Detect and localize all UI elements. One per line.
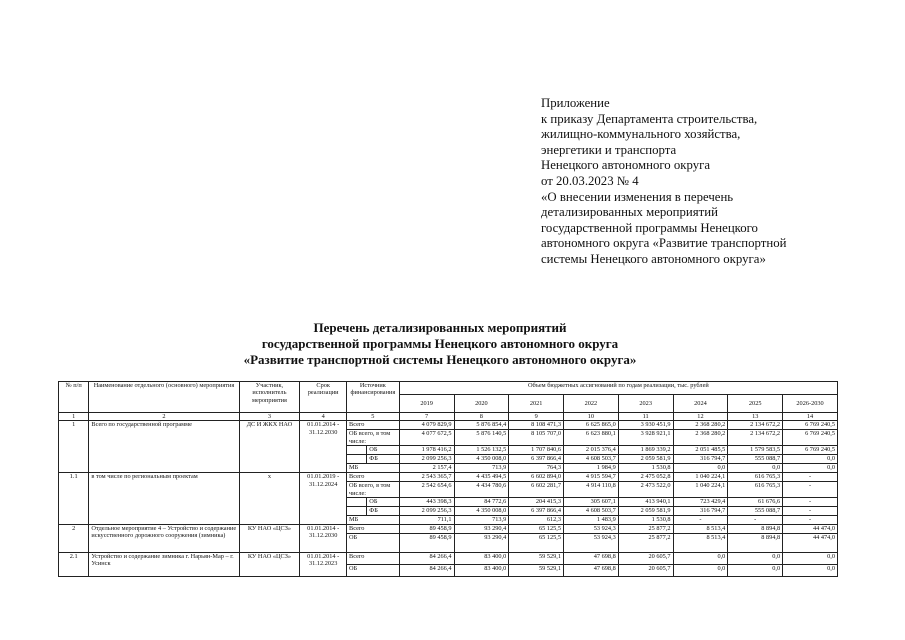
amount-cell: 6 769 240,5 bbox=[783, 446, 838, 455]
amount-cell: 4 350 008,0 bbox=[454, 455, 509, 464]
amount-cell: 0,0 bbox=[783, 464, 838, 473]
header-volume: Объем бюджетных ассигнований по годам реализации, тыс. рублей bbox=[399, 382, 837, 395]
source-label: ФБ bbox=[367, 507, 399, 516]
year-header: 2025 bbox=[728, 395, 783, 413]
appendix-line: детализированных мероприятий bbox=[541, 205, 718, 220]
amount-cell: 316 794,7 bbox=[673, 455, 728, 464]
amount-cell: 8 105 707,0 bbox=[509, 430, 564, 446]
appendix-line: государственной программы Ненецкого bbox=[541, 220, 758, 235]
column-number: 8 bbox=[454, 413, 509, 421]
amount-cell: 61 676,6 bbox=[728, 498, 783, 507]
year-header: 2019 bbox=[399, 395, 454, 413]
amount-cell: 8 108 471,3 bbox=[509, 421, 564, 430]
amount-cell: 0,0 bbox=[783, 455, 838, 464]
amount-cell: 1 040 224,1 bbox=[673, 473, 728, 482]
column-number: 10 bbox=[564, 413, 619, 421]
appendix-block bbox=[541, 96, 881, 268]
executor-cell: КУ НАО «ЦСЗ» bbox=[239, 525, 300, 553]
amount-cell: 0,0 bbox=[728, 565, 783, 577]
amount-cell: 93 290,4 bbox=[454, 525, 509, 534]
source-label: ОБ bbox=[347, 534, 400, 553]
source-indent bbox=[347, 507, 367, 516]
amount-cell: 84 772,6 bbox=[454, 498, 509, 507]
column-number: 13 bbox=[728, 413, 783, 421]
amount-cell: 1 579 583,5 bbox=[728, 446, 783, 455]
amount-cell: 6 602 894,0 bbox=[509, 473, 564, 482]
amount-cell: 316 794,7 bbox=[673, 507, 728, 516]
source-label: МБ bbox=[347, 516, 400, 525]
amount-cell: 6 623 880,1 bbox=[564, 430, 619, 446]
term-cell: 01.01.2014 - 31.12.2030 bbox=[300, 525, 347, 553]
amount-cell: 53 924,3 bbox=[564, 534, 619, 553]
amount-cell: 1 984,9 bbox=[564, 464, 619, 473]
column-number: 12 bbox=[673, 413, 728, 421]
source-label: МБ bbox=[347, 464, 400, 473]
year-header: 2021 bbox=[509, 395, 564, 413]
amount-cell: 25 877,2 bbox=[618, 525, 673, 534]
amount-cell: - bbox=[783, 482, 838, 498]
amount-cell: 6 397 866,4 bbox=[509, 455, 564, 464]
source-label: ФБ bbox=[367, 455, 399, 464]
header-executor: Участник, исполнитель мероприятия bbox=[239, 382, 300, 413]
amount-cell: 8 894,8 bbox=[728, 534, 783, 553]
amount-cell: - bbox=[783, 507, 838, 516]
amount-cell: 1 869 339,2 bbox=[618, 446, 673, 455]
title-line: Перечень детализированных мероприятий bbox=[313, 320, 567, 335]
amount-cell: 764,3 bbox=[509, 464, 564, 473]
amount-cell: 616 765,3 bbox=[728, 473, 783, 482]
appendix-line: автономного округа «Развитие транспортной bbox=[541, 236, 787, 251]
amount-cell: 711,1 bbox=[399, 516, 454, 525]
amount-cell: 2 157,4 bbox=[399, 464, 454, 473]
amount-cell: 6 625 865,0 bbox=[564, 421, 619, 430]
amount-cell: 612,3 bbox=[509, 516, 564, 525]
amount-cell: 3 928 921,1 bbox=[618, 430, 673, 446]
amount-cell: 1 530,8 bbox=[618, 516, 673, 525]
amount-cell: 65 125,5 bbox=[509, 525, 564, 534]
amount-cell: 4 434 780,6 bbox=[454, 482, 509, 498]
amount-cell: 2 059 581,9 bbox=[618, 507, 673, 516]
title-line: государственной программы Ненецкого автономного округа bbox=[261, 336, 619, 351]
appendix-line: Приложение bbox=[541, 96, 610, 110]
source-label: Всего bbox=[347, 473, 400, 482]
year-header: 2023 bbox=[618, 395, 673, 413]
column-number: 2 bbox=[89, 413, 239, 421]
amount-cell: 2 099 256,3 bbox=[399, 507, 454, 516]
measures-table bbox=[58, 381, 838, 577]
amount-cell: 555 088,7 bbox=[728, 507, 783, 516]
column-number: 7 bbox=[399, 413, 454, 421]
table-row bbox=[59, 525, 838, 534]
amount-cell: 89 458,9 bbox=[399, 534, 454, 553]
amount-cell: 6 769 240,5 bbox=[783, 430, 838, 446]
appendix-line: Ненецкого автономного округа bbox=[541, 158, 711, 173]
amount-cell: 713,9 bbox=[454, 464, 509, 473]
appendix-line: энергетики и транспорта bbox=[541, 142, 677, 157]
row-number: 2.1 bbox=[59, 553, 89, 577]
amount-cell: - bbox=[783, 516, 838, 525]
amount-cell: - bbox=[783, 498, 838, 507]
executor-cell: ДС И ЖКХ НАО bbox=[239, 421, 300, 473]
amount-cell: 1 526 132,5 bbox=[454, 446, 509, 455]
appendix-line: от 20.03.2023 № 4 bbox=[541, 173, 639, 188]
amount-cell: 6 602 281,7 bbox=[509, 482, 564, 498]
amount-cell: - bbox=[673, 516, 728, 525]
appendix-line: к приказу Департамента строительства, bbox=[541, 111, 758, 126]
amount-cell: 0,0 bbox=[673, 565, 728, 577]
year-header: 2024 bbox=[673, 395, 728, 413]
term-cell: 01.01.2014 - 31.12.2030 bbox=[300, 421, 347, 473]
amount-cell: 89 458,9 bbox=[399, 525, 454, 534]
source-label: ОБ bbox=[367, 446, 399, 455]
amount-cell: 555 088,7 bbox=[728, 455, 783, 464]
amount-cell: 0,0 bbox=[673, 553, 728, 565]
table-row bbox=[59, 553, 838, 565]
amount-cell: 2 051 485,5 bbox=[673, 446, 728, 455]
amount-cell: 2 368 280,2 bbox=[673, 421, 728, 430]
amount-cell: 25 877,2 bbox=[618, 534, 673, 553]
appendix-line: «О внесении изменения в перечень bbox=[541, 189, 734, 204]
table-body bbox=[59, 421, 838, 577]
column-number: 9 bbox=[509, 413, 564, 421]
amount-cell: 53 924,3 bbox=[564, 525, 619, 534]
column-number: 1 bbox=[59, 413, 89, 421]
amount-cell: 4 608 503,7 bbox=[564, 507, 619, 516]
term-cell: 01.01.2014 - 31.12.2023 bbox=[300, 553, 347, 577]
amount-cell: 5 876 854,4 bbox=[454, 421, 509, 430]
column-numbers-row bbox=[59, 413, 838, 421]
source-label: Всего bbox=[347, 421, 400, 430]
amount-cell: 0,0 bbox=[783, 565, 838, 577]
appendix-line: жилищно-коммунального хозяйства, bbox=[541, 127, 741, 142]
amount-cell: 1 040 224,1 bbox=[673, 482, 728, 498]
amount-cell: 84 266,4 bbox=[399, 553, 454, 565]
amount-cell: 443 398,3 bbox=[399, 498, 454, 507]
amount-cell: 20 605,7 bbox=[618, 565, 673, 577]
amount-cell: 4 079 829,9 bbox=[399, 421, 454, 430]
measure-name: в том числе по региональным проектам bbox=[89, 473, 239, 525]
amount-cell: 65 125,5 bbox=[509, 534, 564, 553]
column-number: 4 bbox=[300, 413, 347, 421]
source-label: Всего bbox=[347, 525, 400, 534]
amount-cell: 59 529,1 bbox=[509, 553, 564, 565]
amount-cell: 2 543 365,7 bbox=[399, 473, 454, 482]
title-line: «Развитие транспортной системы Ненецкого автономного округа» bbox=[243, 352, 637, 367]
term-cell: 01.01.2019 - 31.12.2024 bbox=[300, 473, 347, 525]
source-indent bbox=[347, 446, 367, 455]
source-label: ОБ всего, в том числе: bbox=[347, 430, 400, 446]
amount-cell: 6 397 866,4 bbox=[509, 507, 564, 516]
header-term: Срок реализации bbox=[300, 382, 347, 413]
amount-cell: - bbox=[728, 516, 783, 525]
header-num: № п/п bbox=[59, 382, 89, 413]
amount-cell: 2 542 654,6 bbox=[399, 482, 454, 498]
amount-cell: 0,0 bbox=[728, 464, 783, 473]
source-label: Всего bbox=[347, 553, 400, 565]
amount-cell: 4 608 503,7 bbox=[564, 455, 619, 464]
amount-cell: 2 368 280,2 bbox=[673, 430, 728, 446]
year-header: 2026-2030 bbox=[783, 395, 838, 413]
amount-cell: 59 529,1 bbox=[509, 565, 564, 577]
amount-cell: 0,0 bbox=[728, 553, 783, 565]
appendix-line: системы Ненецкого автономного округа» bbox=[541, 251, 766, 266]
table-row bbox=[59, 473, 838, 482]
amount-cell: 2 473 522,0 bbox=[618, 482, 673, 498]
amount-cell: 47 698,8 bbox=[564, 565, 619, 577]
amount-cell: 44 474,0 bbox=[783, 525, 838, 534]
amount-cell: 1 978 416,2 bbox=[399, 446, 454, 455]
measure-name: Отдельное мероприятие 4 – Устройство и содержание искусственного дорожного сооружения (зимника) bbox=[89, 525, 239, 553]
column-number: 5 bbox=[347, 413, 400, 421]
row-number: 1 bbox=[59, 421, 89, 473]
amount-cell: 8 894,8 bbox=[728, 525, 783, 534]
amount-cell: 2 099 256,3 bbox=[399, 455, 454, 464]
column-number: 11 bbox=[618, 413, 673, 421]
amount-cell: 2 134 672,2 bbox=[728, 421, 783, 430]
amount-cell: 83 400,0 bbox=[454, 565, 509, 577]
amount-cell: 4 350 008,0 bbox=[454, 507, 509, 516]
amount-cell: 413 940,1 bbox=[618, 498, 673, 507]
amount-cell: 4 435 494,5 bbox=[454, 473, 509, 482]
row-number: 2 bbox=[59, 525, 89, 553]
amount-cell: 723 429,4 bbox=[673, 498, 728, 507]
amount-cell: 5 876 140,5 bbox=[454, 430, 509, 446]
amount-cell: 0,0 bbox=[783, 553, 838, 565]
amount-cell: 44 474,0 bbox=[783, 534, 838, 553]
source-indent bbox=[347, 455, 367, 464]
amount-cell: 93 290,4 bbox=[454, 534, 509, 553]
amount-cell: 8 513,4 bbox=[673, 534, 728, 553]
amount-cell: 1 530,8 bbox=[618, 464, 673, 473]
amount-cell: 305 607,1 bbox=[564, 498, 619, 507]
amount-cell: 2 134 672,2 bbox=[728, 430, 783, 446]
amount-cell: 8 513,4 bbox=[673, 525, 728, 534]
table-row bbox=[59, 421, 838, 430]
amount-cell: - bbox=[783, 473, 838, 482]
column-number: 14 bbox=[783, 413, 838, 421]
amount-cell: 3 930 451,9 bbox=[618, 421, 673, 430]
row-number: 1.1 bbox=[59, 473, 89, 525]
amount-cell: 4 914 110,8 bbox=[564, 482, 619, 498]
amount-cell: 20 605,7 bbox=[618, 553, 673, 565]
executor-cell: х bbox=[239, 473, 300, 525]
amount-cell: 1 483,9 bbox=[564, 516, 619, 525]
amount-cell: 713,9 bbox=[454, 516, 509, 525]
amount-cell: 47 698,8 bbox=[564, 553, 619, 565]
amount-cell: 2 475 052,8 bbox=[618, 473, 673, 482]
source-label: ОБ всего, в том числе: bbox=[347, 482, 400, 498]
measure-name: Устройство и содержание зимника г. Нарьян-Мар – г. Усинск bbox=[89, 553, 239, 577]
year-header: 2022 bbox=[564, 395, 619, 413]
document-title bbox=[200, 320, 680, 368]
amount-cell: 1 707 840,6 bbox=[509, 446, 564, 455]
amount-cell: 6 769 240,5 bbox=[783, 421, 838, 430]
header-source: Источник финансирования bbox=[347, 382, 400, 413]
source-indent bbox=[347, 498, 367, 507]
amount-cell: 84 266,4 bbox=[399, 565, 454, 577]
amount-cell: 4 915 594,7 bbox=[564, 473, 619, 482]
amount-cell: 616 765,3 bbox=[728, 482, 783, 498]
amount-cell: 83 400,0 bbox=[454, 553, 509, 565]
source-label: ОБ bbox=[367, 498, 399, 507]
measure-name: Всего по государственной программе bbox=[89, 421, 239, 473]
amount-cell: 204 415,3 bbox=[509, 498, 564, 507]
source-label: ОБ bbox=[347, 565, 400, 577]
header-name: Наименование отдельного (основного) мероприятия bbox=[89, 382, 239, 413]
executor-cell: КУ НАО «ЦСЗ» bbox=[239, 553, 300, 577]
year-header: 2020 bbox=[454, 395, 509, 413]
amount-cell: 0,0 bbox=[673, 464, 728, 473]
column-number: 3 bbox=[239, 413, 300, 421]
amount-cell: 4 077 672,5 bbox=[399, 430, 454, 446]
amount-cell: 2 059 581,9 bbox=[618, 455, 673, 464]
amount-cell: 2 015 376,4 bbox=[564, 446, 619, 455]
